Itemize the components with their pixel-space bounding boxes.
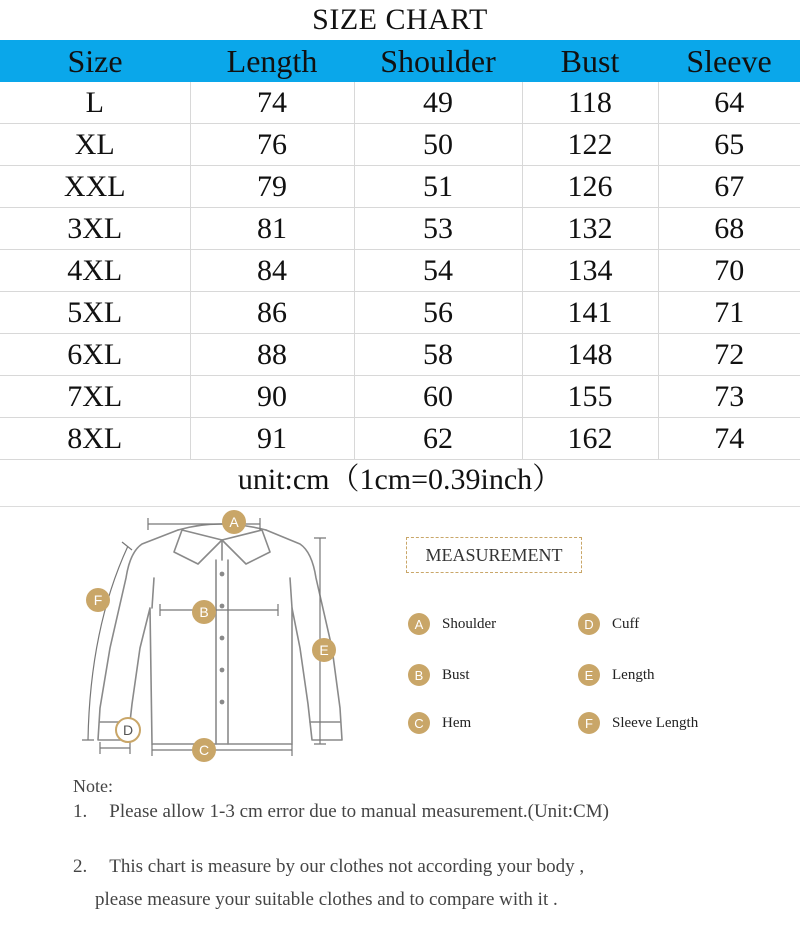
- header-length: Length: [190, 40, 354, 82]
- shirt-diagram: [70, 508, 370, 770]
- unit-note: unit:cm（1cm=0.39inch）: [237, 463, 563, 496]
- marker-letter: B: [199, 604, 209, 620]
- legend-item-hem: [408, 712, 471, 734]
- cell-bust: 134: [522, 250, 658, 292]
- legend-item-bust: [408, 664, 470, 686]
- chart-title: SIZE CHART: [312, 3, 488, 36]
- marker-b: [192, 600, 216, 624]
- table-row: [0, 250, 800, 292]
- cell-size: 4XL: [0, 250, 190, 292]
- header-sleeve: Sleeve: [658, 40, 800, 82]
- table-row: [0, 418, 800, 460]
- cell-shoulder: 62: [354, 418, 522, 460]
- legend-label: Length: [612, 666, 655, 683]
- legend-item-length: [578, 664, 655, 686]
- header-shoulder: Shoulder: [354, 40, 522, 82]
- cell-length: 90: [190, 376, 354, 418]
- cell-sleeve: 67: [658, 166, 800, 208]
- cell-shoulder: 51: [354, 166, 522, 208]
- marker-letter: A: [229, 514, 239, 530]
- table-header-row: [0, 40, 800, 82]
- table-row: [0, 124, 800, 166]
- cell-shoulder: 58: [354, 334, 522, 376]
- table-row: [0, 376, 800, 418]
- note-text: This chart is measure by our clothes not according your body ,: [109, 856, 585, 877]
- legend-label: Sleeve Length: [612, 714, 699, 731]
- cell-length: 86: [190, 292, 354, 334]
- note-item-2: [73, 856, 584, 878]
- cell-bust: 155: [522, 376, 658, 418]
- cell-bust: 148: [522, 334, 658, 376]
- cell-size: 6XL: [0, 334, 190, 376]
- legend-badge: F: [578, 712, 600, 734]
- cell-size: 3XL: [0, 208, 190, 250]
- legend-badge: B: [408, 664, 430, 686]
- cell-size: XXL: [0, 166, 190, 208]
- legend-badge: A: [408, 613, 430, 635]
- legend-item-sleeve-length: [578, 712, 698, 734]
- marker-e: [312, 638, 336, 662]
- notes-title: Note:: [73, 776, 113, 796]
- button-dot: [220, 572, 225, 577]
- measure-lines: [82, 518, 329, 756]
- cell-bust: 162: [522, 418, 658, 460]
- table-row: [0, 82, 800, 124]
- note-number: 2.: [73, 856, 88, 877]
- note-item-2-continued: [95, 889, 558, 911]
- legend-label: Shoulder: [442, 615, 497, 632]
- button-dot: [220, 604, 225, 609]
- cell-length: 84: [190, 250, 354, 292]
- note-number: 1.: [73, 801, 88, 822]
- table-row: [0, 292, 800, 334]
- cell-shoulder: 49: [354, 82, 522, 124]
- cell-sleeve: 72: [658, 334, 800, 376]
- legend-badge: C: [408, 712, 430, 734]
- marker-letter: E: [319, 642, 329, 658]
- cell-sleeve: 71: [658, 292, 800, 334]
- marker-f: [86, 588, 110, 612]
- table-row: [0, 166, 800, 208]
- marker-c: [192, 738, 216, 762]
- cell-length: 88: [190, 334, 354, 376]
- cell-length: 76: [190, 124, 354, 166]
- divider: [0, 506, 800, 507]
- note-text: Please allow 1-3 cm error due to manual measurement.(Unit:CM): [109, 801, 609, 822]
- note-text: please measure your suitable clothes and to compare with it .: [95, 889, 558, 910]
- shirt-buttons: [220, 572, 225, 705]
- size-table: [0, 40, 800, 460]
- cell-bust: 132: [522, 208, 658, 250]
- diagram-markers: [86, 510, 336, 762]
- cell-length: 79: [190, 166, 354, 208]
- cell-shoulder: 54: [354, 250, 522, 292]
- header-bust: Bust: [522, 40, 658, 82]
- cell-shoulder: 56: [354, 292, 522, 334]
- cell-length: 81: [190, 208, 354, 250]
- cell-shoulder: 60: [354, 376, 522, 418]
- legend-item-shoulder: [408, 613, 496, 635]
- cell-shoulder: 53: [354, 208, 522, 250]
- cell-sleeve: 73: [658, 376, 800, 418]
- cell-bust: 118: [522, 82, 658, 124]
- button-dot: [220, 636, 225, 641]
- cell-sleeve: 70: [658, 250, 800, 292]
- cell-size: 7XL: [0, 376, 190, 418]
- marker-a: [222, 510, 246, 534]
- cell-sleeve: 65: [658, 124, 800, 166]
- marker-letter: D: [122, 722, 134, 738]
- cell-size: 5XL: [0, 292, 190, 334]
- shirt-outline: [98, 524, 342, 744]
- cell-size: L: [0, 82, 190, 124]
- cell-length: 91: [190, 418, 354, 460]
- legend-label: Cuff: [612, 615, 640, 632]
- cell-bust: 141: [522, 292, 658, 334]
- cell-bust: 126: [522, 166, 658, 208]
- measurement-heading: MEASUREMENT: [406, 537, 582, 573]
- marker-letter: C: [198, 742, 210, 758]
- legend-label: Hem: [442, 714, 472, 731]
- table-row: [0, 334, 800, 376]
- legend-badge: E: [578, 664, 600, 686]
- legend-label: Bust: [442, 666, 470, 683]
- cell-bust: 122: [522, 124, 658, 166]
- marker-letter: F: [93, 592, 103, 608]
- table-row: [0, 208, 800, 250]
- cell-sleeve: 64: [658, 82, 800, 124]
- note-item-1: [73, 801, 609, 823]
- button-dot: [220, 668, 225, 673]
- marker-d: [116, 718, 140, 742]
- cell-sleeve: 74: [658, 418, 800, 460]
- cell-size: 8XL: [0, 418, 190, 460]
- button-dot: [220, 700, 225, 705]
- cell-size: XL: [0, 124, 190, 166]
- cell-shoulder: 50: [354, 124, 522, 166]
- cell-sleeve: 68: [658, 208, 800, 250]
- cell-length: 74: [190, 82, 354, 124]
- header-size: Size: [0, 40, 190, 82]
- legend-item-cuff: [578, 613, 639, 635]
- legend-badge: D: [578, 613, 600, 635]
